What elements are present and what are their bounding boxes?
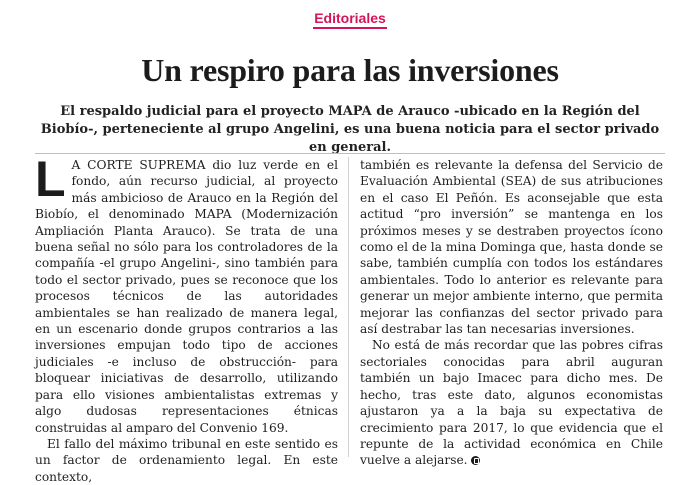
- section-header: [0, 8, 700, 29]
- body-paragraph-2: El fallo del máximo tribunal en este sentido es un factor de ordenamiento legal. En este contexto,: [35, 436, 338, 484]
- body-paragraph-3: también es relevante la defensa del Servicio de Evaluación Ambiental (SEA) de sus atribuciones en el caso El Peñón. Es aconsejable que esta actitud “pro inversión” se mantenga en los próximos meses y se destraben proyectos ícono como el de la mina Dominga que, hasta donde se sabe, también cumplía con todos los estándares ambientales. Todo lo anterior es relevante para generar un mejor ambiente interno, que permita mejorar las confianzas del sector privado para así destrabar las tan necesarias inversiones.: [360, 158, 664, 337]
- body-paragraph-1: [35, 151, 338, 436]
- column-left: [35, 151, 338, 485]
- section-label[interactable]: Editoriales: [313, 10, 387, 29]
- drop-cap: L: [35, 151, 66, 207]
- paragraph-text: A CORTE SUPREMA dio luz verde en el fondo, aún recurso judicial, al proyecto más ambicioso de Arauco en la Región del Biobío, el denominado MAPA (Modernización Ampliación Planta Arauco). Se trata de una buena señal no sólo para los controladores de la compañía -el grupo Angelini-, sino también para todo el sector privado, pues se reconoce que los procesos técnicos de las autoridades ambientales se han realizado de manera legal, en un escenario donde grupos contrarios a las inversiones empujan todo tipo de acciones judiciales -e incluso de obstrucción- para bloquear iniciativas de desarrollo, utilizando para ello visiones ambientalistas extremas y algo dudosas representaciones étnicas construidas al amparo del Convenio 169.: [35, 158, 338, 435]
- column-right: [360, 157, 663, 469]
- lead-paragraph: El respaldo judicial para el proyecto MAPA de Arauco -ubicado en la Región del Biobío-, perteneciente al grupo Angelini, es una buena noticia para el sector privado en general.: [40, 104, 660, 155]
- divider: [35, 153, 665, 154]
- column-divider: [348, 157, 349, 457]
- paragraph-text: No está de más recordar que las pobres cifras sectoriales conocidas para abril auguran también un bajo Imacec para dicho mes. De hecho, tras este dato, algunos economistas ajustaron ya a la baja su expectativa de crecimiento para 2017, lo que evidencia que el repunte de la actividad económica en Chile vuelve a alejarse.: [360, 338, 663, 468]
- headline: Un respiro para las inversiones: [141, 52, 559, 88]
- body-paragraph-4: [360, 337, 663, 468]
- end-of-article-icon: [471, 456, 480, 465]
